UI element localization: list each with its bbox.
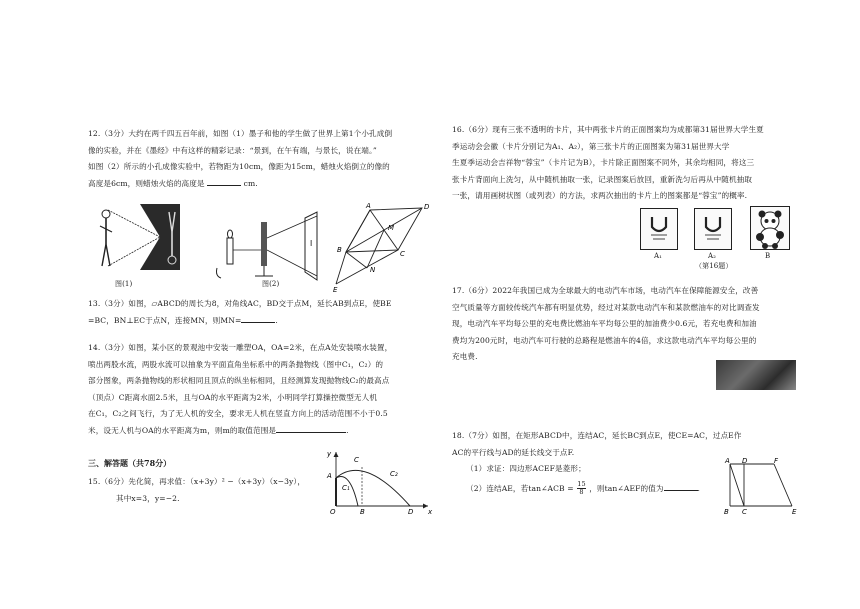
- q14-line: 在C₁，C₂之间飞行，为了无人机的安全，要求无人机在竖直方向上的活动范围不小于0.5: [88, 409, 388, 418]
- q12-line: [88, 176, 392, 193]
- q13-line: 13.（3分）如图，▱ABCD的周长为8，对角线AC，BD交于点M，延长AB到点E，使BE: [88, 299, 392, 308]
- q15-line: 15.（6分）先化简，再求值：（x+3y）² −（x+3y）（x−3y），: [88, 477, 306, 486]
- q18-part2-text: ，则tan∠AEF的值为: [589, 483, 664, 493]
- q18-line: 18.（7分）如图，在矩形ABCD中，连结AC，延长BC到点E，使CE=AC，过点E作: [452, 431, 742, 440]
- label-C: C: [354, 456, 359, 464]
- label-B: B: [724, 508, 729, 516]
- q17-line: 空气质量等方面较传统汽车都有明显优势，经过对某款电动汽车和某款燃油车的对比调查发: [452, 302, 760, 312]
- question-12: [88, 126, 392, 192]
- fig12-2-l-label: l: [310, 239, 313, 248]
- q16-line: 季运动会会徽（卡片分别记为A₁、A₂），第三张卡片的正面图案为第31届世界大学: [452, 141, 730, 151]
- label-A: A: [327, 472, 332, 480]
- card-label-b: B: [765, 252, 771, 260]
- q17-line: 现，电动汽车平均每公里的充电费比燃油车平均每公里的加油费少0.6元，若充电费和加油: [452, 319, 757, 328]
- q16-line: 16.（6分）现有三张不透明的卡片，其中两张卡片的正面图案均为成都第31届世界大学生夏: [452, 125, 764, 134]
- q12-line: 如图（2）所示的小孔成像实验中，若物距为10cm，像距为15cm，蜡烛火焰倒立的像的: [88, 162, 390, 171]
- pinhole-figure-2: [205, 210, 323, 282]
- q12-line-text: 高度是6cm，则蜡烛火焰的高度是: [88, 178, 205, 188]
- q14-line: 喷出两股水流，两股水流可以抽象为平面直角坐标系中的两条抛物线（图中C₁，C₂）的: [88, 359, 384, 369]
- q15-line: 其中x=3，y=−2.: [116, 493, 180, 503]
- question-16: [452, 122, 764, 205]
- emblem-icon: [641, 209, 677, 249]
- card-b: [750, 206, 790, 250]
- section-heading: 三、解答题（共78分）: [88, 458, 172, 468]
- question-13: [88, 296, 392, 329]
- label-D: D: [408, 508, 414, 516]
- fraction-numerator: 15: [577, 480, 586, 488]
- answer-blank: [207, 177, 241, 186]
- q12-line: 12.（3分）大约在两千四五百年前，如图（1）墨子和他的学生做了世界上第1个小孔成倒: [88, 129, 393, 138]
- label-F: F: [774, 457, 779, 465]
- q14-line-text: 米，设无人机与OA的水平距离为m，则m的取值范围是: [88, 425, 277, 435]
- q16-line: 生夏季运动会吉祥物“蓉宝”（卡片记为B），卡片除正面图案不同外，其余均相同，将这三: [452, 158, 755, 167]
- card-label-a1: A₁: [654, 252, 663, 260]
- rectangle-rhombus-figure: [722, 456, 800, 516]
- label-C: C: [742, 508, 747, 516]
- q18-part2-text: （2）连结AE，若tan∠ACB =: [466, 483, 574, 493]
- label-A: A: [725, 457, 730, 465]
- q13-line: =BC，BN⊥EC于点N，连接MN，则MN= .: [88, 315, 278, 325]
- label-E: E: [333, 286, 338, 294]
- parallelogram-figure: [334, 200, 434, 292]
- label-C: C: [400, 250, 405, 258]
- label-C2: C₂: [390, 470, 398, 478]
- q16-line: 张卡片背面向上洗匀，从中随机抽取一张，记录图案后放回，重新洗匀后再从中随机抽取: [452, 174, 753, 184]
- answer-blank: [276, 424, 346, 433]
- answer-blank: [241, 314, 275, 323]
- card-label-a2: A₂: [708, 252, 717, 260]
- question-14: [88, 340, 392, 439]
- label-x: x: [428, 508, 433, 516]
- card-a1: [640, 208, 678, 250]
- question-18: [452, 428, 741, 500]
- fig12-2-label: 图(2): [262, 280, 280, 288]
- q14-line: 14.（3分）如图，某小区的景观池中安装一雕塑OA，OA=2米，在点A处安装喷水装置，: [88, 343, 393, 352]
- fraction-denominator: 8: [579, 488, 584, 496]
- label-M: M: [388, 224, 395, 232]
- q18-line: AC的平行线与AD的延长线交于点F.: [452, 447, 575, 457]
- q17-line: 充电费.: [452, 352, 478, 361]
- q14-line: （顶点）C距离水面2.5米，且与OA的水平距离为2米，小明同学打算操控微型无人机: [88, 392, 378, 402]
- electric-car-photo: [716, 360, 796, 390]
- label-N: N: [370, 266, 376, 274]
- tan-fraction: [577, 481, 585, 496]
- q18-part2: （2）连结AE，若tan∠ACB = $\frac{15}{8}$ ，则tan∠AEF的值为 .: [466, 480, 701, 496]
- q18-part1: （1）求证：四边形ACEF是菱形；: [466, 464, 586, 473]
- label-D: D: [742, 457, 748, 465]
- q14-line: 米，设无人机与OA的水平距离为m，则m的取值范围是 .: [88, 425, 349, 435]
- question-15: [88, 474, 305, 507]
- parabola-figure: [324, 448, 436, 516]
- q12-line: 像的实验，并在《墨经》中有这样的精彩记录：“景到，在午有端，与景长，说在端。”: [88, 145, 377, 155]
- emblem-icon: [695, 209, 731, 249]
- panda-mascot-icon: [751, 207, 789, 249]
- label-O: O: [330, 508, 336, 516]
- pinhole-figure-1: [90, 200, 188, 290]
- q13-line-text: =BC，BN⊥EC于点N，连接MN，则MN=: [88, 315, 242, 325]
- card-a2: [694, 208, 732, 250]
- question-17: [452, 283, 760, 366]
- label-B: B: [337, 246, 342, 254]
- q14-line: 部分图象，两条抛物线的形状相同且顶点的纵坐标相同，且经测算发现抛物线C₂的最高点: [88, 376, 390, 385]
- label-E: E: [792, 508, 797, 516]
- label-C1: C₁: [342, 484, 350, 492]
- answer-blank: [664, 482, 698, 491]
- label-D: D: [424, 203, 430, 211]
- q17-line: 17.（6分）2022年我国已成为全球最大的电动汽车市场，电动汽车在保障能源安全，改善: [452, 286, 759, 295]
- fig12-1-label: 图(1): [115, 280, 133, 288]
- label-y: y: [327, 450, 332, 458]
- label-B: B: [360, 508, 365, 516]
- q17-line: 费均为200元时，电动汽车可行驶的总路程是燃油车的4倍，求这款电动汽车平均每公里的: [452, 335, 757, 345]
- q12-unit: cm.: [243, 178, 258, 188]
- figure-caption: （第16题）: [695, 262, 733, 270]
- q16-line: 一张，请用画树状图（或列表）的方法，求两次抽出的卡片上的图案都是“蓉宝”的概率.: [452, 191, 748, 200]
- label-A: A: [366, 202, 371, 210]
